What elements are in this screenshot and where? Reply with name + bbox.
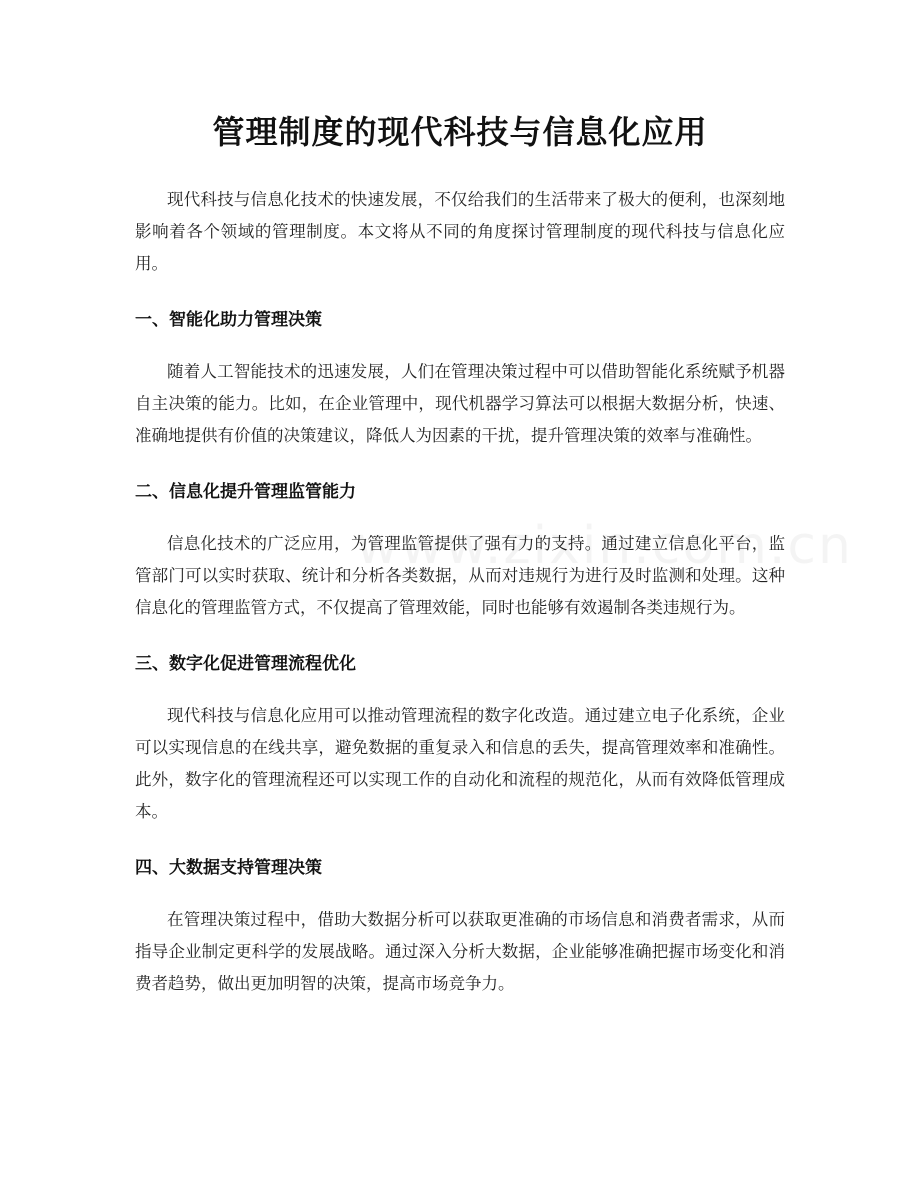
section-2-body: 信息化技术的广泛应用，为管理监管提供了强有力的支持。通过建立信息化平台，监管部门可以实时获取、统计和分析各类数据，从而对违规行为进行及时监测和处理。这种信息化的管理监管方式，不仅提高了管理效能，同时也能够有效遏制各类违规行为。 — [135, 534, 785, 617]
section-1-body: 随着人工智能技术的迅速发展，人们在管理决策过程中可以借助智能化系统赋予机器自主决策的能力。比如，在企业管理中，现代机器学习算法可以根据大数据分析，快速、准确地提供有价值的决策建议，降低人为因素的干扰，提升管理决策的效率与准确性。 — [135, 362, 785, 445]
section-2-heading: 二、信息化提升管理监管能力 — [135, 482, 356, 502]
section-4-heading: 四、大数据支持管理决策 — [135, 858, 322, 878]
intro-paragraph: 现代科技与信息化技术的快速发展，不仅给我们的生活带来了极大的便利，也深刻地影响着各个领域的管理制度。本文将从不同的角度探讨管理制度的现代科技与信息化应用。 — [135, 190, 785, 273]
section-3-body: 现代科技与信息化应用可以推动管理流程的数字化改造。通过建立电子化系统，企业可以实现信息的在线共享，避免数据的重复录入和信息的丢失，提高管理效率和准确性。此外，数字化的管理流程还可以实现工作的自动化和流程的规范化，从而有效降低管理成本。 — [135, 706, 785, 821]
document-title: 管理制度的现代科技与信息化应用 — [212, 113, 708, 151]
section-3-heading: 三、数字化促进管理流程优化 — [135, 654, 356, 674]
section-1-heading: 一、智能化助力管理决策 — [135, 310, 322, 330]
section-4-body: 在管理决策过程中，借助大数据分析可以获取更准确的市场信息和消费者需求，从而指导企业制定更科学的发展战略。通过深入分析大数据，企业能够准确把握市场变化和消费者趋势，做出更加明智的决策，提高市场竞争力。 — [135, 910, 785, 993]
